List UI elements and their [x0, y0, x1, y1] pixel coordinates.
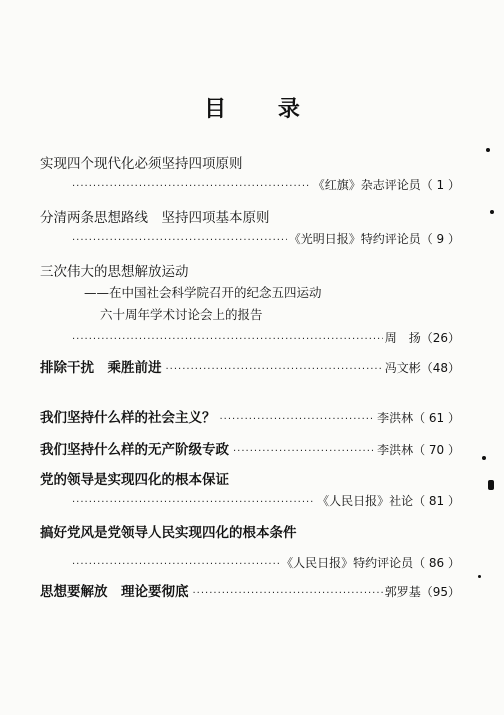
toc-entry-subtitle: 六十周年学术讨论会上的报告	[100, 307, 263, 322]
toc-entry-inline	[40, 356, 460, 376]
toc-entry-title: 搞好党风是党领导人民实现四化的根本条件	[40, 525, 297, 541]
toc-entry-title: 我们坚持什么样的无产阶级专政	[40, 442, 229, 458]
leader-dots	[72, 559, 279, 570]
scan-speck	[478, 575, 481, 578]
leader-dots	[72, 235, 287, 246]
toc-entry-leader	[72, 329, 460, 346]
toc-entry-title: 我们坚持什么样的社会主义？	[40, 410, 216, 426]
toc-entry-title: 排除干扰 乘胜前进	[40, 360, 162, 376]
toc-entry-inline	[40, 406, 460, 426]
scan-speck	[482, 456, 486, 460]
leader-dots	[72, 334, 383, 345]
toc-entry-title: 分清两条思想路线 坚持四项基本原则	[40, 210, 270, 226]
toc-entry-title: 党的领导是实现四化的根本保证	[40, 472, 229, 488]
toc-entry-leader	[72, 176, 460, 193]
scan-speck	[488, 480, 494, 490]
page-title: 目 录	[204, 97, 322, 122]
toc-entry-subtitle: ——在中国社会科学院召开的纪念五四运动	[84, 285, 322, 300]
toc-entry-leader	[72, 230, 460, 247]
toc-entry-source: 郭罗基（95）	[384, 585, 460, 599]
scan-speck	[486, 148, 490, 152]
toc-entry-source: 《人民日报》社论（ 81 ）	[317, 494, 460, 508]
leader-dots	[220, 414, 376, 425]
toc-entry-inline	[40, 580, 460, 600]
scan-speck	[490, 210, 494, 214]
toc-entry-leader	[72, 492, 460, 509]
toc-entry-source: 《光明日报》特约评论员（ 9 ）	[288, 232, 460, 246]
toc-entry-inline	[40, 438, 460, 458]
toc-entry-source: 李洪林（ 70 ）	[377, 443, 460, 457]
leader-dots	[72, 497, 315, 508]
toc-entry-source: 周 扬（26）	[384, 331, 460, 345]
toc-entry-title: 思想要解放 理论要彻底	[40, 584, 189, 600]
toc-entry-source: 《人民日报》特约评论员（ 86 ）	[281, 556, 460, 570]
toc-entry-title: 实现四个现代化必须坚持四项原则	[40, 156, 243, 172]
toc-entry-source: 《红旗》杂志评论员（ 1 ）	[312, 178, 460, 192]
toc-entry-source: 冯文彬（48）	[384, 361, 460, 375]
toc-entry-source: 李洪林（ 61 ）	[377, 411, 460, 425]
toc-entry-title: 三次伟大的思想解放运动	[40, 264, 189, 280]
leader-dots	[233, 446, 375, 457]
leader-dots	[72, 181, 311, 192]
toc-entry-leader	[72, 554, 460, 571]
leader-dots	[193, 588, 383, 599]
leader-dots	[166, 364, 383, 375]
